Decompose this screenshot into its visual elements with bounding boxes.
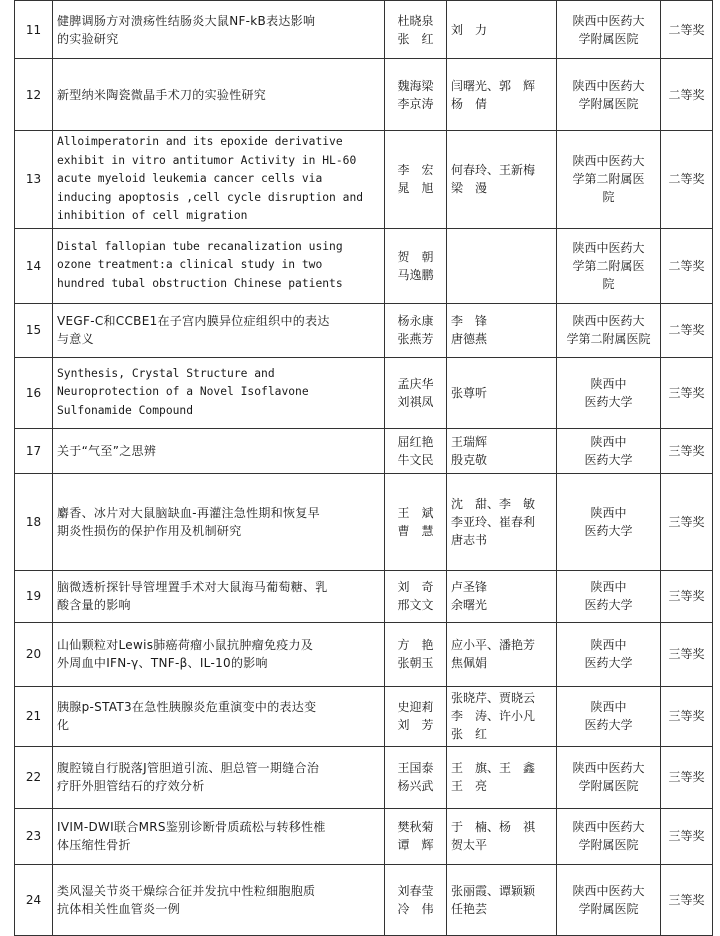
- work-unit: [557, 686, 661, 746]
- first-authors-line: 李京涛: [397, 96, 434, 111]
- award-level: 二等奖: [661, 59, 713, 131]
- first-authors: [385, 357, 447, 428]
- first-authors-line: 张燕芳: [397, 332, 434, 346]
- table-row: [15, 228, 713, 303]
- award-level: 三等奖: [661, 473, 713, 570]
- work-unit-line: 陕西中: [590, 580, 627, 594]
- paper-title-line: 腹腔镜自行脱落J管胆道引流、胆总管一期缝合治: [57, 761, 320, 775]
- other-authors-line: 贺太平: [451, 838, 488, 852]
- table-row: [15, 303, 713, 357]
- paper-title-line: 化: [57, 718, 70, 732]
- first-authors: [385, 686, 447, 746]
- other-authors: [447, 570, 557, 622]
- first-authors: [385, 808, 447, 864]
- other-authors-line: 张 红: [451, 727, 488, 741]
- row-number: 19: [15, 570, 53, 622]
- paper-title: [53, 428, 385, 473]
- work-unit: [557, 357, 661, 428]
- other-authors-line: 唐德燕: [451, 332, 488, 346]
- first-authors: [385, 303, 447, 357]
- other-authors-line: 王 亮: [451, 779, 488, 793]
- work-unit-line: 医药大学: [584, 452, 633, 467]
- work-unit-line: 陕西中医药大: [572, 13, 645, 28]
- other-authors-line: 任艳芸: [451, 901, 488, 916]
- work-unit-line: 院: [602, 276, 615, 291]
- work-unit: [557, 428, 661, 473]
- table-row: [15, 746, 713, 808]
- paper-title-line: Distal fallopian tube recanalization using: [57, 239, 343, 253]
- paper-title: [53, 357, 385, 428]
- other-authors-line: 何春玲、王新梅: [451, 163, 536, 178]
- row-number: 11: [15, 1, 53, 59]
- other-authors: [447, 864, 557, 935]
- first-authors-line: 贺 朝: [397, 249, 434, 264]
- award-level: 三等奖: [661, 808, 713, 864]
- table-row: [15, 131, 713, 229]
- award-level: 二等奖: [661, 131, 713, 229]
- first-authors-line: 晁 旭: [397, 181, 434, 196]
- row-number: 15: [15, 303, 53, 357]
- first-authors: [385, 622, 447, 686]
- other-authors-line: 张丽霞、谭颖颖: [451, 883, 536, 898]
- first-authors: [385, 570, 447, 622]
- first-authors-line: 刘春莹: [397, 883, 434, 898]
- award-level: 二等奖: [661, 228, 713, 303]
- award-level: 三等奖: [661, 622, 713, 686]
- work-unit-line: 医药大学: [584, 718, 633, 732]
- award-level: 二等奖: [661, 1, 713, 59]
- first-authors: [385, 131, 447, 229]
- first-authors-line: 屈红艳: [397, 434, 434, 449]
- work-unit-line: 学第二附属医院: [566, 332, 651, 346]
- award-level: 三等奖: [661, 428, 713, 473]
- paper-title-line: 与意义: [57, 332, 94, 346]
- table-row: [15, 622, 713, 686]
- other-authors-line: 王瑞辉: [451, 434, 488, 449]
- table-row: [15, 59, 713, 131]
- paper-title-line: 疗肝外胆管结石的疗效分析: [57, 779, 205, 793]
- other-authors: [447, 686, 557, 746]
- paper-title-line: 外周血中IFN-γ、TNF-β、IL-10的影响: [57, 656, 268, 670]
- other-authors-line: 李 锋: [451, 314, 488, 328]
- paper-title: [53, 746, 385, 808]
- paper-title-line: IVIM-DWI联合MRS鉴别诊断骨质疏松与转移性椎: [57, 820, 326, 834]
- row-number: 18: [15, 473, 53, 570]
- paper-title-line: inhibition of cell migration: [57, 209, 248, 222]
- other-authors: [447, 808, 557, 864]
- work-unit-line: 陕西中医药大: [572, 761, 645, 775]
- work-unit: [557, 570, 661, 622]
- other-authors: [447, 228, 557, 303]
- paper-title-line: 抗体相关性血管炎一例: [57, 901, 181, 916]
- paper-title: [53, 808, 385, 864]
- work-unit: [557, 1, 661, 59]
- other-authors-line: 沈 甜、李 敏: [451, 496, 536, 511]
- other-authors-line: 应小平、潘艳芳: [451, 638, 536, 652]
- row-number: 16: [15, 357, 53, 428]
- paper-title-line: 酸含量的影响: [57, 598, 131, 612]
- row-number: 20: [15, 622, 53, 686]
- first-authors-line: 方 艳: [397, 638, 434, 652]
- work-unit-line: 陕西中医药大: [572, 314, 645, 328]
- paper-title-line: 胰腺p-STAT3在急性胰腺炎危重演变中的表达变: [57, 700, 317, 714]
- work-unit-line: 医药大学: [584, 523, 633, 538]
- first-authors-line: 史迎莉: [397, 700, 434, 714]
- row-number: 13: [15, 131, 53, 229]
- work-unit-line: 陕西中医药大: [572, 78, 645, 93]
- paper-title-line: inducing apoptosis ,cell cycle disruption and: [57, 190, 364, 204]
- first-authors-line: 刘 奇: [397, 580, 434, 594]
- paper-title-line: Alloimperatorin and its epoxide derivative: [57, 135, 343, 148]
- row-number: 22: [15, 746, 53, 808]
- first-authors: [385, 473, 447, 570]
- paper-title-line: Synthesis, Crystal Structure and: [57, 366, 275, 380]
- awards-table: [14, 0, 713, 936]
- work-unit: [557, 808, 661, 864]
- other-authors: [447, 622, 557, 686]
- first-authors-line: 冷 伟: [397, 901, 434, 916]
- work-unit-line: 陕西中医药大: [572, 154, 645, 169]
- award-level: 三等奖: [661, 357, 713, 428]
- work-unit-line: 陕西中医药大: [572, 240, 645, 255]
- award-level: 二等奖: [661, 303, 713, 357]
- table-row: [15, 808, 713, 864]
- other-authors-line: 李亚玲、崔春利: [451, 514, 536, 529]
- paper-title-line: 的实验研究: [57, 31, 119, 46]
- work-unit: [557, 228, 661, 303]
- other-authors-line: 卢圣锋: [451, 580, 488, 594]
- first-authors-line: 魏海梁: [397, 78, 434, 93]
- first-authors: [385, 1, 447, 59]
- work-unit-line: 陕西中: [590, 505, 627, 520]
- other-authors: [447, 1, 557, 59]
- work-unit: [557, 131, 661, 229]
- paper-title-line: 关于“气至”之思辨: [57, 443, 157, 458]
- first-authors: [385, 428, 447, 473]
- work-unit-line: 学附属医院: [578, 838, 639, 852]
- paper-title-line: acute myeloid leukemia cancer cells via: [57, 172, 323, 185]
- first-authors-line: 张 红: [397, 31, 434, 46]
- first-authors-line: 杨兴武: [397, 779, 434, 793]
- first-authors: [385, 228, 447, 303]
- first-authors-line: 杨永康: [397, 314, 434, 328]
- other-authors-line: 刘 力: [451, 22, 488, 37]
- award-level: 三等奖: [661, 570, 713, 622]
- paper-title-line: 麝香、冰片对大鼠脑缺血-再灌注急性期和恢复早: [57, 505, 320, 520]
- first-authors-line: 马逸鹏: [397, 267, 434, 282]
- paper-title: [53, 303, 385, 357]
- work-unit: [557, 473, 661, 570]
- first-authors: [385, 746, 447, 808]
- first-authors-line: 刘 芳: [397, 718, 434, 732]
- first-authors: [385, 59, 447, 131]
- first-authors-line: 孟庆华: [397, 376, 434, 391]
- first-authors-line: 王 斌: [397, 505, 434, 520]
- work-unit: [557, 746, 661, 808]
- first-authors-line: 谭 辉: [397, 838, 434, 852]
- other-authors-line: 杨 倩: [451, 96, 488, 111]
- work-unit: [557, 303, 661, 357]
- other-authors-line: 李 涛、许小凡: [451, 709, 536, 723]
- first-authors-line: 李 宏: [397, 163, 434, 178]
- other-authors: [447, 746, 557, 808]
- other-authors: [447, 473, 557, 570]
- first-authors-line: 邢文文: [397, 598, 434, 612]
- paper-title: [53, 1, 385, 59]
- work-unit: [557, 864, 661, 935]
- first-authors-line: 樊秋菊: [397, 820, 434, 834]
- paper-title-line: 脑微透析探针导管埋置手术对大鼠海马葡萄糖、乳: [57, 580, 328, 594]
- work-unit-line: 学第二附属医: [572, 172, 645, 187]
- paper-title-line: Sulfonamide Compound: [57, 403, 194, 417]
- other-authors-line: 张尊听: [451, 385, 488, 400]
- paper-title-line: 山仙颗粒对Lewis肺癌荷瘤小鼠抗肿瘤免疫力及: [57, 638, 314, 652]
- other-authors-line: 唐志书: [451, 532, 488, 547]
- work-unit-line: 陕西中医药大: [572, 820, 645, 834]
- paper-title-line: 新型纳米陶瓷微晶手术刀的实验性研究: [57, 87, 267, 102]
- first-authors-line: 张朝玉: [397, 656, 434, 670]
- row-number: 14: [15, 228, 53, 303]
- work-unit: [557, 59, 661, 131]
- award-level: 三等奖: [661, 746, 713, 808]
- other-authors-line: 王 旗、王 鑫: [451, 761, 536, 775]
- paper-title: [53, 59, 385, 131]
- first-authors-line: 王国泰: [397, 761, 434, 775]
- paper-title: [53, 622, 385, 686]
- paper-title: [53, 473, 385, 570]
- work-unit-line: 学附属医院: [578, 901, 639, 916]
- first-authors: [385, 864, 447, 935]
- work-unit-line: 医药大学: [584, 656, 633, 670]
- row-number: 17: [15, 428, 53, 473]
- other-authors: [447, 303, 557, 357]
- paper-title-line: VEGF-C和CCBE1在子宫内膜异位症组织中的表达: [57, 314, 330, 328]
- table-row: [15, 570, 713, 622]
- award-level: 三等奖: [661, 864, 713, 935]
- other-authors-line: 焦佩娟: [451, 656, 488, 670]
- paper-title-line: ozone treatment:a clinical study in two: [57, 258, 323, 272]
- table-row: [15, 686, 713, 746]
- table-row: [15, 473, 713, 570]
- other-authors-line: 闫曙光、郭 辉: [451, 78, 536, 93]
- awards-table-body: [15, 1, 713, 936]
- row-number: 12: [15, 59, 53, 131]
- paper-title: [53, 864, 385, 935]
- first-authors-line: 刘祺凤: [397, 394, 434, 409]
- work-unit-line: 院: [602, 190, 615, 205]
- other-authors-line: 梁 漫: [451, 181, 488, 196]
- work-unit-line: 陕西中: [590, 700, 627, 714]
- work-unit-line: 医药大学: [584, 598, 633, 612]
- first-authors-line: 杜晓泉: [397, 13, 434, 28]
- paper-title: [53, 570, 385, 622]
- work-unit-line: 学附属医院: [578, 779, 639, 793]
- work-unit: [557, 622, 661, 686]
- other-authors-line: 余曙光: [451, 598, 488, 612]
- other-authors: [447, 59, 557, 131]
- other-authors-line: 张晓芹、贾晓云: [451, 691, 536, 705]
- row-number: 21: [15, 686, 53, 746]
- other-authors: [447, 428, 557, 473]
- work-unit-line: 学第二附属医: [572, 258, 645, 273]
- paper-title-line: 类风湿关节炎干燥综合征并发抗中性粒细胞胞质: [57, 883, 316, 898]
- award-level: 三等奖: [661, 686, 713, 746]
- work-unit-line: 陕西中: [590, 434, 627, 449]
- other-authors: [447, 131, 557, 229]
- row-number: 24: [15, 864, 53, 935]
- first-authors-line: 曹 慧: [397, 523, 434, 538]
- paper-title: [53, 228, 385, 303]
- work-unit-line: 医药大学: [584, 394, 633, 409]
- paper-title-line: Neuroprotection of a Novel Isoflavone: [57, 385, 309, 399]
- work-unit-line: 陕西中: [590, 376, 627, 391]
- table-row: [15, 1, 713, 59]
- paper-title: [53, 131, 385, 229]
- paper-title-line: 期炎性损伤的保护作用及机制研究: [57, 523, 242, 538]
- other-authors-line: 于 楠、杨 祺: [451, 820, 536, 834]
- row-number: 23: [15, 808, 53, 864]
- paper-title-line: hundred tubal obstruction Chinese patients: [57, 276, 343, 290]
- paper-title-line: 健脾调肠方对溃疡性结肠炎大鼠NF-kB表达影响: [57, 13, 316, 28]
- table-row: [15, 357, 713, 428]
- work-unit-line: 学附属医院: [578, 96, 639, 111]
- work-unit-line: 学附属医院: [578, 31, 639, 46]
- work-unit-line: 陕西中: [590, 638, 627, 652]
- paper-title-line: exhibit in vitro antitumor Activity in HL-60: [57, 153, 357, 167]
- other-authors: [447, 357, 557, 428]
- other-authors-line: 殷克敬: [451, 452, 488, 467]
- table-row: [15, 428, 713, 473]
- table-row: [15, 864, 713, 935]
- paper-title-line: 体压缩性骨折: [57, 838, 131, 852]
- work-unit-line: 陕西中医药大: [572, 883, 645, 898]
- paper-title: [53, 686, 385, 746]
- first-authors-line: 牛文民: [397, 452, 434, 467]
